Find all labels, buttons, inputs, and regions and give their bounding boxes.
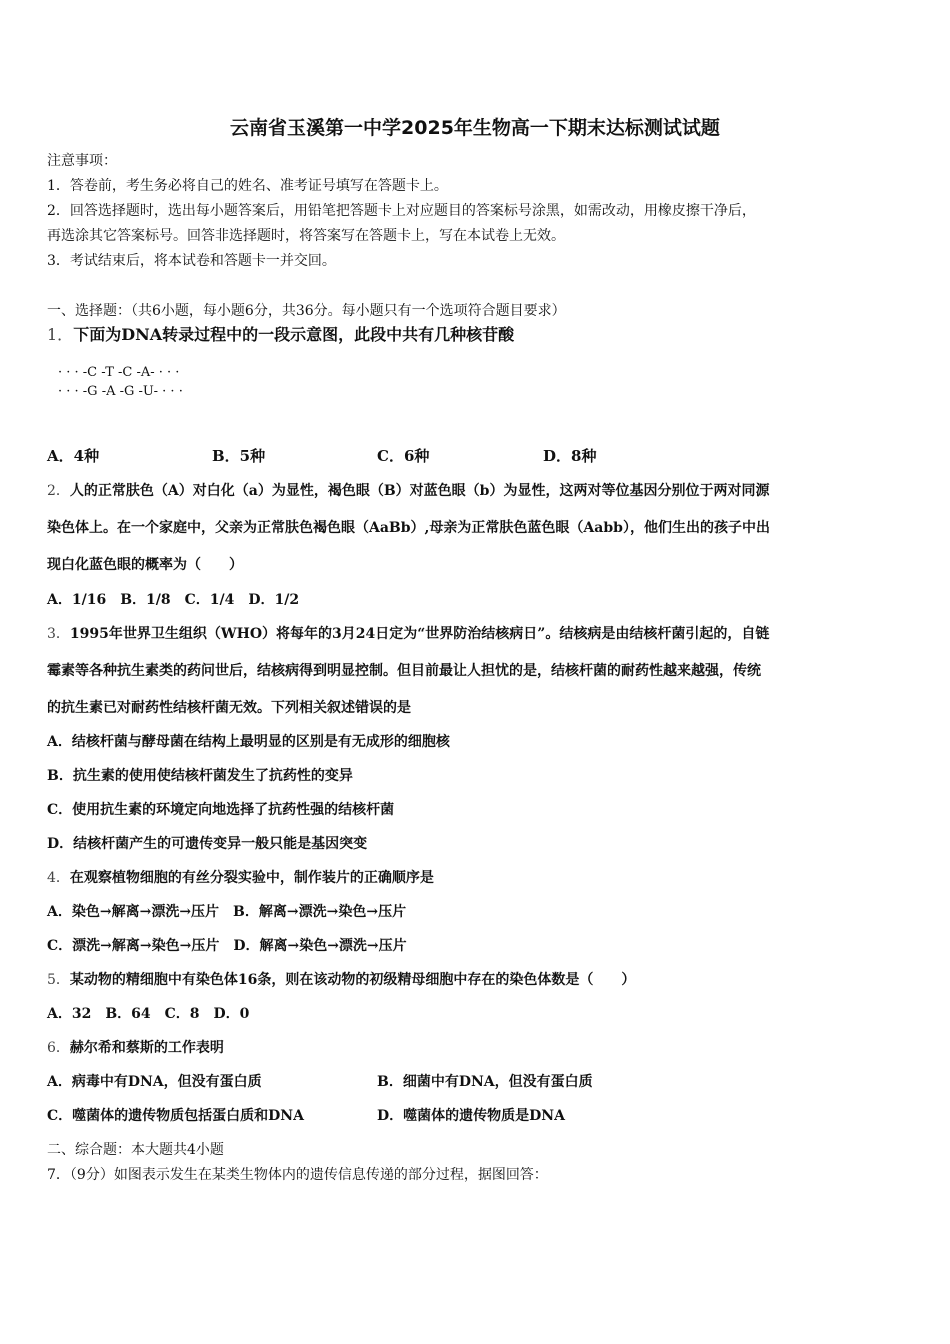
question-6-option-a: A．病毒中有DNA，但没有蛋白质 [47,1074,262,1090]
question-1-option-b: B．5种 [212,447,266,465]
question-5-stem [47,971,635,989]
question-5-text: 某动物的精细胞中有染色体16条，则在该动物的初级精母细胞中存在的染色体数是（ ） [69,972,636,988]
question-6-option-c: C．噬菌体的遗传物质包括蛋白质和DNA [47,1108,304,1124]
question-3-line-1 [47,625,769,643]
question-5-options: A．32 B．64 C．8 D．0 [47,1006,250,1022]
question-1-option-a: A．4种 [47,447,100,465]
notice-heading: 注意事项： [47,153,117,169]
question-6-option-b: B．细菌中有DNA，但没有蛋白质 [377,1074,593,1090]
page-title: 云南省玉溪第一中学2025年生物高一下期末达标测试试题 [230,117,720,139]
question-3-option-a: A．结核杆菌与酵母菌在结构上最明显的区别是有无成形的细胞核 [47,734,450,750]
question-4-stem [47,869,434,887]
section-1-heading: 一、选择题：（共6小题，每小题6分，共36分。每小题只有一个选项符合题目要求） [47,303,566,319]
question-3-option-d: D．结核杆菌产生的可遗传变异一般只能是基因突变 [47,836,368,852]
question-7-stem: 7．（9分）如图表示发生在某类生物体内的遗传信息传递的部分过程，据图回答： [47,1167,548,1183]
question-1-stem [47,326,514,344]
question-2-number: 2． [47,483,70,499]
question-3-line-3: 的抗生素已对耐药性结核杆菌无效。下列相关叙述错误的是 [47,700,411,716]
question-3-option-b: B．抗生素的使用使结核杆菌发生了抗药性的变异 [47,768,353,784]
notice-item-2-line-1: 2．回答选择题时，选出每小题答案后，用铅笔把答题卡上对应题目的答案标号涂黑，如需改动，用橡皮擦干净后， [47,203,756,219]
question-6-stem [47,1039,224,1057]
question-1-text: 下面为DNA转录过程中的一段示意图，此段中共有几种核苷酸 [73,325,515,344]
question-1-number: 1． [47,325,74,344]
notice-item-1: 1．答卷前，考生务必将自己的姓名、准考证号填写在答题卡上。 [47,178,448,194]
notice-item-2-line-2: 再选涂其它答案标号。回答非选择题时，将答案写在答题卡上，写在本试卷上无效。 [47,228,565,244]
question-4-options-row-1: A．染色→解离→漂洗→压片 B．解离→漂洗→染色→压片 [47,904,407,920]
question-4-text: 在观察植物细胞的有丝分裂实验中，制作装片的正确顺序是 [69,870,434,886]
notice-item-3: 3．考试结束后，将本试卷和答题卡一并交回。 [47,253,336,269]
rna-strand-bottom: · · · -G -A -G -U- · · · [58,384,183,399]
question-6-number: 6． [47,1040,70,1056]
question-1-option-c: C．6种 [377,447,430,465]
question-2-line-1 [47,482,769,500]
question-2-line-3: 现白化蓝色眼的概率为（ ） [47,557,243,573]
question-5-number: 5． [47,972,70,988]
question-1-option-d: D．8种 [543,447,597,465]
section-2-heading: 二、综合题：本大题共4小题 [47,1142,224,1158]
dna-strand-top: · · · -C -T -C -A- · · · [58,365,180,380]
question-3-number: 3． [47,626,70,642]
question-6-text: 赫尔希和蔡斯的工作表明 [69,1040,224,1056]
question-2-text-1: 人的正常肤色（A）对白化（a）为显性，褐色眼（B）对蓝色眼（b）为显性，这两对等位基因分别位于两对同源 [69,483,770,499]
question-2-options: A．1/16 B．1/8 C．1/4 D．1/2 [47,592,300,608]
question-4-options-row-2: C．漂洗→解离→染色→压片 D．解离→染色→漂洗→压片 [47,938,407,954]
question-6-option-d: D．噬菌体的遗传物质是DNA [377,1108,565,1124]
question-3-text-1: 1995年世界卫生组织（WHO）将每年的3月24日定为“世界防治结核病日”。结核病是由结核杆菌引起的，自链 [69,626,770,642]
question-3-option-c: C．使用抗生素的环境定向地选择了抗药性强的结核杆菌 [47,802,395,818]
question-3-line-2: 霉素等各种抗生素类的药问世后，结核病得到明显控制。但目前最让人担忧的是，结核杆菌的耐药性越来越强，传统 [47,663,761,679]
question-4-number: 4． [47,870,70,886]
question-2-line-2: 染色体上。在一个家庭中，父亲为正常肤色褐色眼（AaBb）,母亲为正常肤色蓝色眼（Aabb），他们生出的孩子中出 [47,520,770,536]
